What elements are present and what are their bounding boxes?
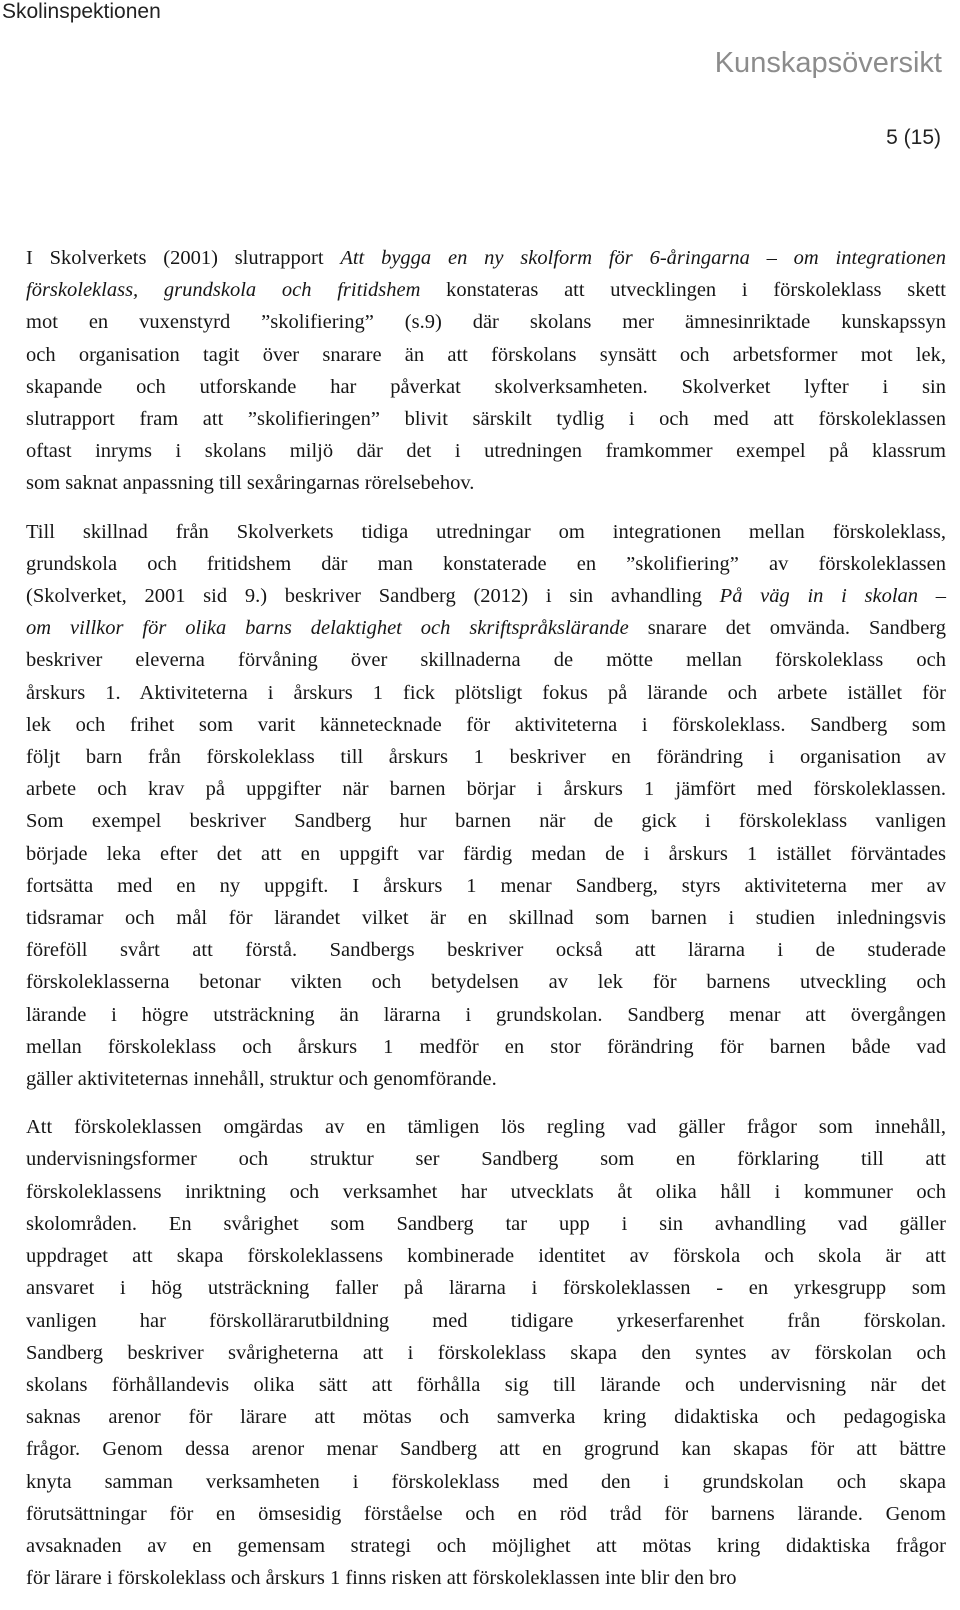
text-line — [26, 1143, 946, 1175]
text-run: skapande och utforskande har påverkat skolverksamheten. Skolverket lyfter i sin — [26, 375, 946, 398]
text-run: skolområden. En svårighet som Sandberg tar upp i sin avhandling vad gäller — [26, 1212, 946, 1235]
text-line — [26, 677, 946, 709]
italic-title: Att bygga en ny skolform för 6-åringarna – om integrationen — [340, 247, 947, 269]
text-run: vanligen har förskollärarutbildning med tidigare yrkeserfarenhet från förskolan. — [26, 1309, 946, 1332]
text-line — [26, 773, 946, 805]
text-line — [26, 1466, 946, 1498]
organization-name: Skolinspektionen — [2, 0, 161, 23]
italic-title: På väg in i skolan – — [719, 585, 946, 608]
text-line — [26, 242, 946, 274]
text-run: Sandberg beskriver svårigheterna att i förskoleklass skapa den syntes av förskolan och — [26, 1341, 946, 1364]
italic-title: om villkor för olika barns delaktighet och skriftspråkslärande — [26, 617, 629, 640]
text-line — [26, 1562, 946, 1594]
text-run: och organisation tagit över snarare än att förskolans synsätt och arbetsformer mot lek, — [26, 343, 946, 366]
text-run: Som exempel beskriver Sandberg hur barnen när de gick i förskoleklass vanligen — [26, 810, 946, 833]
text-line — [26, 1031, 946, 1063]
text-line — [26, 966, 946, 998]
document-body — [26, 242, 946, 1610]
text-run: saknas arenor för lärare att mötas och samverka kring didaktiska och pedagogiska — [26, 1406, 946, 1429]
text-line — [26, 306, 946, 338]
text-line — [26, 934, 946, 966]
text-run: snarare det omvända. Sandberg — [628, 617, 946, 640]
text-run: började leka efter det att en uppgift var färdig medan de i årskurs 1 istället förväntades — [26, 842, 946, 865]
text-line — [26, 1063, 946, 1095]
text-line — [26, 644, 946, 676]
text-run: mot en vuxenstyrd ”skolifiering” (s.9) där skolans mer ämnesinriktade kunskapssyn — [26, 311, 946, 334]
text-run: (Skolverket, 2001 sid 9.) beskriver Sandberg (2012) i sin avhandling — [26, 585, 720, 608]
text-run: förskoleklassens inriktning och verksamhet har utvecklats åt olika håll i kommuner och — [26, 1180, 946, 1203]
text-run: oftast inryms i skolans miljö där det i utredningen framkommer exempel på klassrum — [26, 440, 946, 463]
body-paragraph — [26, 1111, 946, 1594]
text-line — [26, 709, 946, 741]
text-line — [26, 805, 946, 837]
text-run: arbete och krav på uppgifter när barnen börjar i årskurs 1 jämfört med förskoleklassen. — [26, 778, 946, 801]
text-line — [26, 548, 946, 580]
body-paragraph — [26, 516, 946, 1096]
text-run: ansvaret i hög utsträckning faller på lärarna i förskoleklassen - en yrkesgrupp som — [26, 1277, 946, 1300]
text-line — [26, 1369, 946, 1401]
text-run: knyta samman verksamheten i förskoleklass med den i grundskolan och skapa — [26, 1470, 946, 1493]
text-line — [26, 1272, 946, 1304]
document-title: Kunskapsöversikt — [714, 47, 942, 79]
text-run: som saknat anpassning till sexåringarnas rörelsebehov. — [26, 472, 475, 495]
text-run: tidsramar och mål för lärandet vilket är en skillnad som barnen i studien inledningsvis — [26, 907, 946, 930]
text-run: slutrapport fram att ”skolifieringen” blivit särskilt tydlig i och med att förskoleklassen — [26, 408, 946, 431]
text-run: årskurs 1. Aktiviteterna i årskurs 1 fick plötsligt fokus på lärande och arbete istället för — [26, 681, 946, 704]
text-run: Att förskoleklassen omgärdas av en tämligen lös regling vad gäller frågor som innehåll, — [26, 1116, 946, 1139]
text-line — [26, 1305, 946, 1337]
text-run: skolans förhållandevis olika sätt att förhålla sig till lärande och undervisning när det — [26, 1373, 946, 1396]
text-line — [26, 1208, 946, 1240]
text-run: gäller aktiviteternas innehåll, struktur och genomförande. — [26, 1068, 497, 1091]
text-run: uppdraget att skapa förskoleklassens kombinerade identitet av förskola och skola är att — [26, 1245, 946, 1268]
text-run: för lärare i förskoleklass och årskurs 1 finns risken att förskoleklassen inte blir den bro — [26, 1567, 737, 1590]
text-run: grundskola och fritidshem där man konstaterade en ”skolifiering” av förskoleklassen — [26, 552, 946, 575]
text-line — [26, 1111, 946, 1143]
text-line — [26, 435, 946, 467]
text-line — [26, 870, 946, 902]
text-run: Till skillnad från Skolverkets tidiga utredningar om integrationen mellan förskoleklass, — [26, 520, 946, 543]
text-run: fortsätta med en ny uppgift. I årskurs 1 menar Sandberg, styrs aktiviteterna mer av — [26, 874, 946, 897]
text-run: mellan förskoleklass och årskurs 1 medför en stor förändring för barnen både vad — [26, 1035, 946, 1058]
text-run: förutsättningar för en ömsesidig förståelse och en röd tråd för barnens lärande. Genom — [26, 1502, 946, 1525]
text-line — [26, 274, 946, 306]
text-run: frågor. Genom dessa arenor menar Sandberg att en grogrund kan skapas för att bättre — [26, 1438, 946, 1461]
text-line — [26, 1337, 946, 1369]
text-run: lärande i högre utsträckning än lärarna i grundskolan. Sandberg menar att övergången — [26, 1003, 946, 1026]
text-line — [26, 371, 946, 403]
text-line — [26, 741, 946, 773]
text-run: föreföll svårt att förstå. Sandbergs beskriver också att lärarna i de studerade — [26, 939, 946, 962]
text-line — [26, 1176, 946, 1208]
text-run: följt barn från förskoleklass till årskurs 1 beskriver en förändring i organisation av — [26, 746, 946, 769]
text-line — [26, 467, 946, 499]
text-run: beskriver eleverna förvåning över skillnaderna de mötte mellan förskoleklass och — [26, 649, 946, 672]
text-run: I Skolverkets (2001) slutrapport — [26, 247, 341, 269]
text-line — [26, 1401, 946, 1433]
text-line — [26, 1240, 946, 1272]
text-line — [26, 612, 946, 644]
text-line — [26, 339, 946, 371]
text-line — [26, 580, 946, 612]
text-line — [26, 999, 946, 1031]
text-line — [26, 838, 946, 870]
body-paragraph — [26, 242, 946, 500]
italic-title: förskoleklass, grundskola och fritidshem — [26, 279, 421, 302]
text-run: undervisningsformer och struktur ser Sandberg som en förklaring till att — [26, 1148, 946, 1171]
text-run: konstateras att utvecklingen i förskoleklass skett — [420, 279, 946, 302]
text-run: förskoleklasserna betonar vikten och betydelsen av lek för barnens utveckling och — [26, 971, 946, 994]
text-line — [26, 516, 946, 548]
text-line — [26, 1498, 946, 1530]
text-line — [26, 1530, 946, 1562]
text-line — [26, 403, 946, 435]
text-run: lek och frihet som varit kännetecknade för aktiviteterna i förskoleklass. Sandberg som — [26, 713, 946, 736]
text-run: avsaknaden av en gemensam strategi och möjlighet att mötas kring didaktiska frågor — [26, 1534, 946, 1557]
page-number: 5 (15) — [886, 126, 941, 149]
text-line — [26, 902, 946, 934]
text-line — [26, 1433, 946, 1465]
